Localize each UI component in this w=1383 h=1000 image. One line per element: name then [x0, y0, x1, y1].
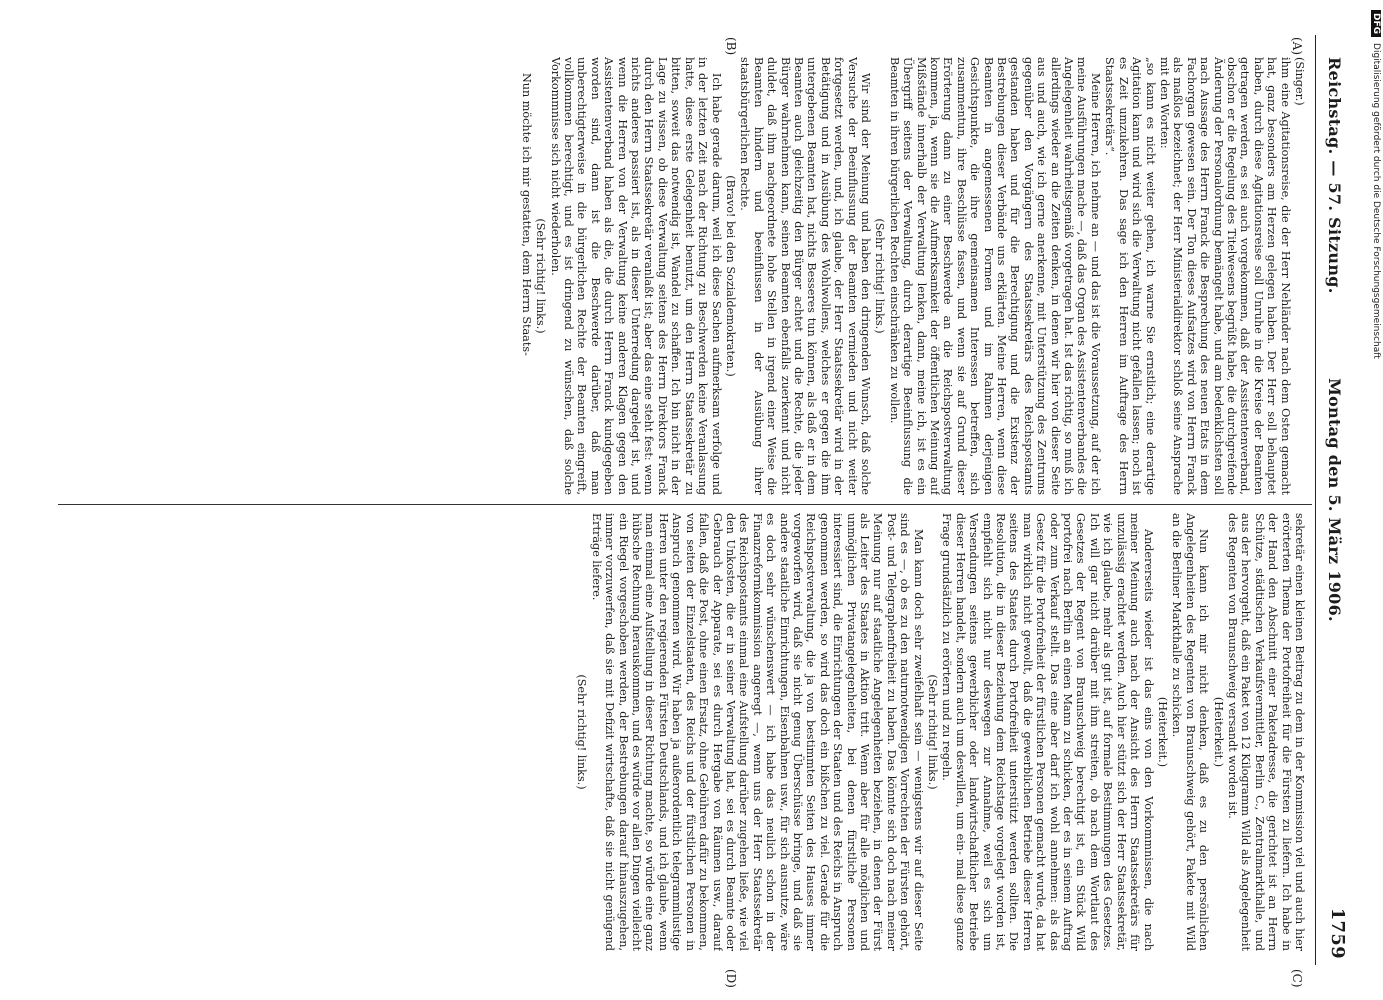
paragraph: Meine Herren, ich nehme an — und das ist die Voraussetzung, auf der ich meine Ausführungen mache —, daß das Organ des Assistentenverbandes die Angelegenheit wahrheitsgemäß vorgetragen hat. Ist das richtig, so muß ich allerdings wieder an die Zeiten denken, in denen wir hier von dieser Seite aus und auch, wie ich gerne anerkenne, mit Unterstützung des Zentrums gegenüber den Vorgängern des Staatssekretärs des Reichspostamts gestanden haben und für die Berechtigung und die Existenz der Bestrebungen dieser Verbände uns erklärten. Meine Herren, wenn diese Beamten in angemessenen Formen und im Rahmen derjenigen Gesichtspunkte, die ihre gemeinsamen Interessen betreffen, sich zusammentun, ihre Beschlüsse fassen, und wenn sie auf Grund dieser Erörterung dann zu einer Beschwerde an die Reichspostverwaltung kommen, ja, wenn sie die Aufmerksamkeit der öffentlichen Meinung auf Mißstände innerhalb der Verwaltung lenken, dann, meine ich, ist es ein Übergriff seitens der Verwaltung, durch derartige Beeinflussung die Beamten in ihren bürgerlichen Rechten einschränken zu wollen. [887, 57, 1102, 495]
speaker-name: (Singer.) [1293, 57, 1306, 106]
interjection: (Sehr richtig! links.) [534, 218, 548, 334]
interjection: (Sehr richtig! links.) [926, 674, 940, 790]
column-divider [58, 504, 1312, 505]
paragraph: „so kann es nicht weiter gehen, ich warne Sie ernstlich; eine derartige Agitation kann und wird sich die Verwaltung nicht gefallen lassen; noch ist es Zeit umzukehren. Das sage ich den Herren im Auftrage des Herrn Staatssekretärs“. [1103, 57, 1157, 495]
interjection: (Sehr richtig! links.) [873, 218, 887, 334]
right-column [58, 513, 1306, 951]
interjection: (Heiterkeit.) [1155, 696, 1169, 768]
rotated-page [58, 35, 1358, 988]
margin-marker-c: (C) [1290, 969, 1304, 988]
header-date: Montag den 5. März 1906. [1325, 378, 1344, 622]
interjection: (Sehr richtig! links.) [575, 674, 589, 790]
paragraph: Nun möchte ich mir gestatten, dem Herrn Staats- [519, 73, 533, 356]
dfg-logo: DFG [1371, 10, 1381, 37]
interjection: (Bravo! bei den Sozialdemokraten.) [723, 175, 737, 377]
left-column [58, 57, 1306, 495]
paragraph: Wir sind der Meinung und haben den dringenden Wunsch, daß solche Versuche der Beeinflussung der Beamten vermieden und nicht weiter fortgesetzt werden, und, ich glaube, der Herr Staatssekretär wird in der Betätigung und in Ausübung des Wohlwollens, welches er gegen die ihm untergebenen Beamten hat, nichts Besseres tun können, als daß er in dem Beamten auch gleichzeitig den Bürger achtet und die Rechte, die jeder Bürger wahrnehmen kann, seinen Beamten ebenfalls zuerkennt und nicht duldet, daß ihm nachgeordnete hohe Stellen in irgend einer Weise die Beamten hindern und beeinflussen in der Ausübung ihrer staatsbürgerlichen Rechte. [738, 57, 872, 495]
margin-marker-d: (D) [724, 969, 738, 988]
interjection: (Heiterkeit.) [1211, 696, 1225, 768]
credit-text: Digitalisierung gefördert durch die Deutsche Forschungsgemeinschaft [1371, 43, 1381, 359]
header-left: Reichstag. — 57. Sitzung. [1325, 57, 1344, 294]
digitization-credit [1368, 10, 1383, 990]
paragraph: Man kann doch sehr zweifelhaft sein — wenigstens wir auf dieser Seite sind es —, ob es zu den naturnotwendigen Vorrechten der Fürsten gehört, Post- und Telegraphenfreiheit zu haben. Das könnte sich doch nach meiner Meinung nur auf staatliche Angelegenheiten beziehen, in denen der Fürst als Leiter des Staates in Aktion tritt. Wenn aber für alle möglichen und unmöglichen Privatangelegenheiten, bei denen fürstliche Personen interessiert sind, die Einrichtungen der Staaten und des Reichs in Anspruch genommen werden, so wird das doch ein bißchen zu viel. Gerade für die Reichspostverwaltung, die ja von bestimmten Seiten des Hauses immer vorgeworfen wird, daß sie nicht genug Überschüsse bringe, und daß sie andere staatliche Einrichtungen, Eisenbahnen usw., für sich ausnutze, wäre es doch sehr wünschenswert — ich habe das neulich schon in der Finanzreformkommission angeregt —, wenn uns der Herr Staatssekretär des Reichspostamts einmal eine Aufstellung darüber zugehen ließe, wie viel den Unkosten, die er in seiner Verwaltung hat, sei es durch Beamte oder Gebrauch der Apparate, sei es durch Hergabe von Räumen usw., darauf fallen, daß die Post, ohne einen Ersatz, ohne Gebühren dafür zu bekommen, von seiten der Einzelstaaten, des Reichs und der fürstlichen Personen in Anspruch genommen wird. Wir haben ja außerordentlich telegrammlustige Herren unter den regierenden Fürsten Deutschlands, und ich glaube, wenn man einmal eine Aufstellung in dieser Richtung machte, so würde eine ganz hübsche Rechnung herauskommen, und es würde vor allen Dingen vielleicht ein Riegel vorgeschoben werden, der Bestrebungen darauf hinauszugehen, immer vorzuwerfen, daß sie mit Defizit wirtschafte, daß sie nicht genügend Erträge liefere. [589, 513, 925, 951]
paragraph: sekretär einen kleinen Beitrag zu dem in der Kommission viel und auch hier erörterten Thema der Portofreiheit für die Fürsten zu liefern. Ich habe in der Hand den Abschnitt einer Paketadresse, die gerichtet ist an Herrn Schütze, städtischen Verkaufsvermittler, Berlin C., Zentralmarkthalle, und aus der hervorgeht, daß ein Paket von 12 Kilogramm Wild als Angelegenheit des Regenten von Braunschweig versandt worden ist. [1225, 513, 1306, 951]
header-rule [1315, 35, 1316, 965]
margin-marker-b: (B) [724, 37, 738, 56]
margin-marker-a: (A) [1290, 37, 1304, 56]
paragraph: Ich habe gerade darum, weil ich diese Sachen aufmerksam verfolge und in der letzten Zeit nach der Richtung zu Beschwerden keine Veranlassung hatte, diese erste Gelegenheit benutzt, um den Herrn Staatssekretär zu bitten, soweit das notwendig ist, Wandel zu schaffen. Ich bin nicht in der Lage zu wissen, ob diese Verwaltung seitens des Herrn Direktors Franck durch den Herrn Staatssekretär veranlaßt ist; aber das eine steht fest: wenn nichts anderes passiert ist, als in dieser Unterredung dargelegt ist, und wenn die Herren von der Verwaltung keine anderen Klagen gegen den Assistentenverband haben als die, die durch Herrn Franck kundgegeben worden sind, dann ist die Beschwerde darüber, daß man unberechtigterweise in die bürgerlichen Rechte der Beamten eingreift, vollkommen berechtigt, und es ist dringend zu wünschen, daß solche Vorkommnisse sich nicht wiederholen. [548, 57, 723, 495]
paragraph: Andererseits wieder ist das eins von den Vorkommnissen, die nach meiner Meinung auch nach der Ansicht des Herrn Staatssekretärs für unzulässig erachtet werden. Auch hier stützt sich der Herr Staatssekretär, wie ich glaube, mehr als gut ist, auf formale Bestimmungen des Gesetzes. Ich will gar nicht darüber mit ihm streiten, ob nach dem Wortlaut des Gesetzes der Regent von Braunschweig berechtigt ist, ein Stück Wild portofrei nach Berlin an einen Mann zu schicken, der es in seinem Auftrag oder zum Verkauf stellt. Das eine aber darf ich wohl annehmen: als das Gesetz für die Portofreiheit der fürstlichen Personen gemacht wurde, da hat man wirklich nicht gewollt, daß die gewerblichen Betriebe dieser Herren seitens des Staates durch Portofreiheit unterstützt werden sollten. Die Resolution, die in dieser Beziehung dem Reichstage vorgelegt worden ist, empfiehlt sich nicht nur deswegen zur Annahme, weil es sich um Versendungen seitens gewerblicher oder landwirtschaftlicher Betriebe dieser Herren handelt, sondern auch um deswillen, um ein- mal diese ganze Frage grundsätzlich zu erörtern und zu regeln. [940, 513, 1155, 951]
page-number: 1759 [1327, 907, 1348, 959]
paragraph: ihm eine Agitationsreise, die der Herr Nehländer nach dem Osten gemacht hat, ganz besonders am Herzen gelegen haben. Der Herr soll behauptet haben, durch diese Agitationsreise soll Unruhe in die Kreise der Beamten getragen werden, es sei auch vorgekommen, daß der Assistentenverband, obschon er die Regelung des Titelwesens begrüßt habe, die durchgreifende Änderung der Personalordnung bemängelt habe, und am bedenklichsten soll nach Aussage des Herrn Franck die Besprechung des neuen Etats in dem Fachorgan gewesen sein. Der Ton dieses Aufsatzes wird von Herrn Franck als maßlos bezeichnet; der Herr Ministerialdirektor schloß seine Ansprache mit den Worten: [1157, 57, 1292, 495]
paragraph: Nun kann ich mir nicht denken, daß es zu den persönlichen Angelegenheiten des Regenten von Braunschweig gehört, Pakete mit Wild an die Berliner Markthalle zu schicken. [1170, 513, 1211, 951]
page-header [1314, 35, 1358, 965]
